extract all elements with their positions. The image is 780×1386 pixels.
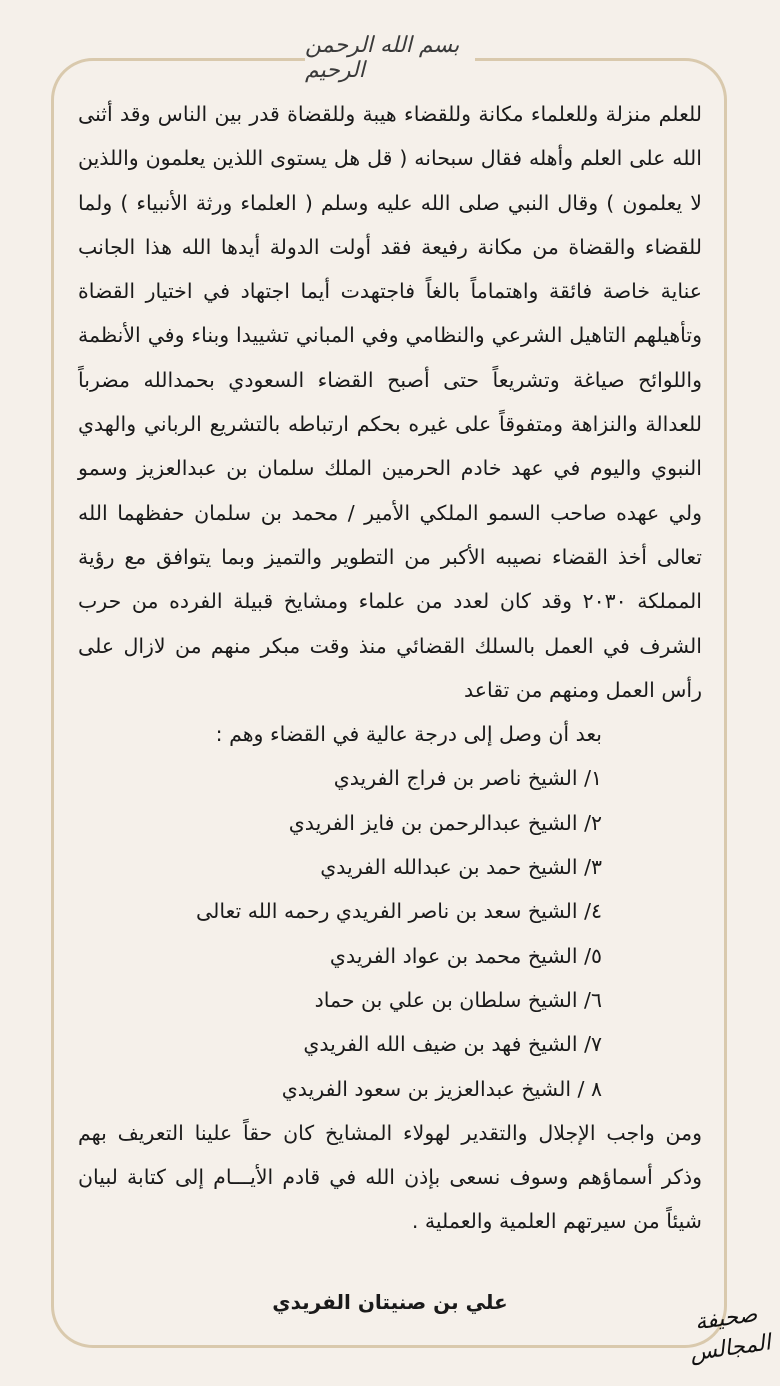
list-item: ١/ الشيخ ناصر بن فراج الفريدي [333, 766, 602, 791]
list-item: ٥/ الشيخ محمد بن عواد الفريدي [329, 943, 602, 968]
judges-list [78, 756, 702, 1110]
basmala-calligraphy: بسم الله الرحمن الرحيم [305, 28, 475, 88]
article-body [78, 92, 702, 1244]
newspaper-logo [682, 1298, 777, 1379]
logo-line: صحيفة [693, 1301, 759, 1336]
logo-line: المجالس [688, 1330, 773, 1367]
intro-paragraph: للعلم منزلة وللعلماء مكانة وللقضاء هيبة وللقضاة قدر بين الناس وقد أثنى الله على العلم وأهله فقال سبحانه ( قل هل يستوى اللذين يعلمون واللذين لا يعلمون ) وقال النبي صلى الله عليه وسلم ( العلماء ورثة الأنبياء ) ولما للقضاء والقضاة من مكانة رفيعة فقد أولت الدولة أيدها الله هذا الجانب عناية خاصة فائقة واهتماماً بالغاً فاجتهدت أيما اجتهاد في اختيار القضاة وتأهيلهم التاهيل الشرعي والنظامي وفي المباني تشييدا وبناء وفي الأنظمة واللوائح صياغة وتشريعاً حتى أصبح القضاء السعودي بحمدالله مضرباً للعدالة والنزاهة ومتفوقاً على غيره بحكم ارتباطه بالتشريع الرباني والهدي النبوي واليوم في عهد خادم الحرمين الملك سلمان بن عبدالعزيز وسمو ولي عهده صاحب السمو الملكي الأمير / محمد بن سلمان حفظهما الله تعالى أخذ القضاء نصيبه الأكبر من التطوير والتميز وبما يتوافق مع رؤية المملكة ٢٠٣٠ وقد كان لعدد من علماء ومشايخ قبيلة الفرده من حرب الشرف في العمل بالسلك القضائي منذ وقت مبكر منهم من لازال على رأس العمل ومنهم من تقاعد [78, 102, 702, 702]
list-item: ٨ / الشيخ عبدالعزيز بن سعود الفريدي [281, 1076, 602, 1101]
list-item: ٣/ الشيخ حمد بن عبدالله الفريدي [320, 855, 602, 880]
list-lead: بعد أن وصل إلى درجة عالية في القضاء وهم : [215, 722, 602, 747]
closing-paragraph: ومن واجب الإجلال والتقدير لهولاء المشايخ كان حقاً علينا التعريف بهم وذكر أسماؤهم وسوف نسعى بإذن الله في قادم الأيـــام إلى كتابة لبيان شيئاً من سيرتهم العلمية والعملية . [78, 1120, 702, 1234]
list-item: ٧/ الشيخ فهد بن ضيف الله الفريدي [303, 1032, 602, 1057]
list-item: ٦/ الشيخ سلطان بن علي بن حماد [314, 987, 602, 1012]
list-item: ٢/ الشيخ عبدالرحمن بن فايز الفريدي [288, 810, 602, 835]
author-signature: علي بن صنيتان الفريدي [272, 1290, 508, 1314]
list-item: ٤/ الشيخ سعد بن ناصر الفريدي رحمه الله تعالى [196, 899, 602, 924]
